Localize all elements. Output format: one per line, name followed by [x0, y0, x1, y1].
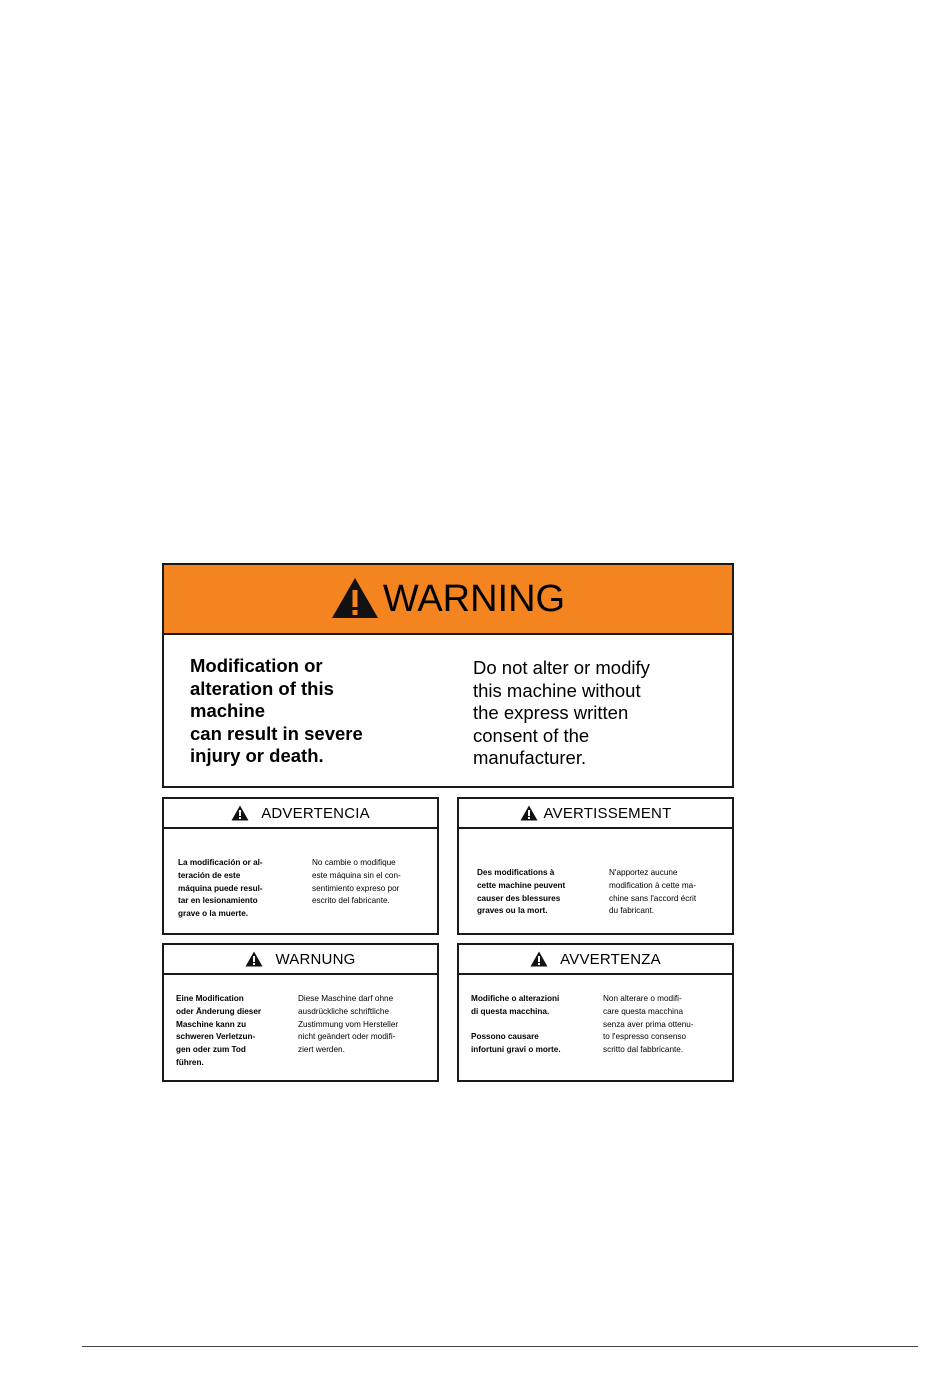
avvertenza-header [459, 945, 732, 975]
warning-triangle-icon [231, 805, 249, 821]
avertissement-title: AVERTISSEMENT [543, 804, 672, 822]
advertencia-hazard-text: La modificación or al- teración de este máquina puede resul- tar en lesionamiento grave o la muerte. [178, 858, 263, 919]
warning-header [164, 565, 732, 635]
advertencia-instruction-text: No cambie o modifique este máquina sin el con- sentimiento expreso por escrito del fabricante. [312, 858, 401, 906]
avvertenza-hazard-text: Modifiche o alterazioni di questa macchina. Possono causare infortuni gravi o morte. [471, 994, 561, 1055]
warnung-hazard-text: Eine Modification oder Änderung dieser Maschine kann zu schweren Verletzun- gen oder zum Tod führen. [176, 994, 262, 1067]
warning-triangle-icon [520, 805, 538, 821]
advertencia-label [162, 797, 439, 935]
avvertenza-instruction-text: Non alterare o modifi- care questa macchina senza aver prima ottenu- to l'espresso consenso scritto dal fabbricante. [603, 994, 694, 1055]
avertissement-header [459, 799, 732, 829]
avvertenza-label [457, 943, 734, 1082]
warning-instruction-text: Do not alter or modify this machine without the express written consent of the manufacturer. [473, 657, 650, 768]
warnung-header [164, 945, 437, 975]
warnung-title: WARNUNG [275, 950, 356, 968]
advertencia-title: ADVERTENCIA [261, 804, 370, 822]
warning-triangle-icon [245, 951, 263, 967]
footer-divider [82, 1346, 918, 1347]
avertissement-instruction-text: N'apportez aucune modification à cette ma- chine sans l'accord écrit du fabricant. [609, 868, 697, 916]
avertissement-hazard-text: Des modifications à cette machine peuvent causer des blessures graves ou la mort. [477, 868, 566, 916]
avertissement-label [457, 797, 734, 935]
avvertenza-title: AVVERTENZA [560, 950, 661, 968]
warning-triangle-icon [331, 577, 379, 619]
warning-hazard-text: Modification or alteration of this machine can result in severe injury or death. [190, 655, 363, 766]
warnung-instruction-text: Diese Maschine darf ohne ausdrückliche schriftliche Zustimmung vom Hersteller nicht geändert oder modifi- ziert werden. [298, 994, 399, 1055]
warning-triangle-icon [530, 951, 548, 967]
warning-title: WARNING [382, 577, 566, 620]
warning-label-main [162, 563, 734, 788]
warnung-label [162, 943, 439, 1082]
advertencia-header [164, 799, 437, 829]
